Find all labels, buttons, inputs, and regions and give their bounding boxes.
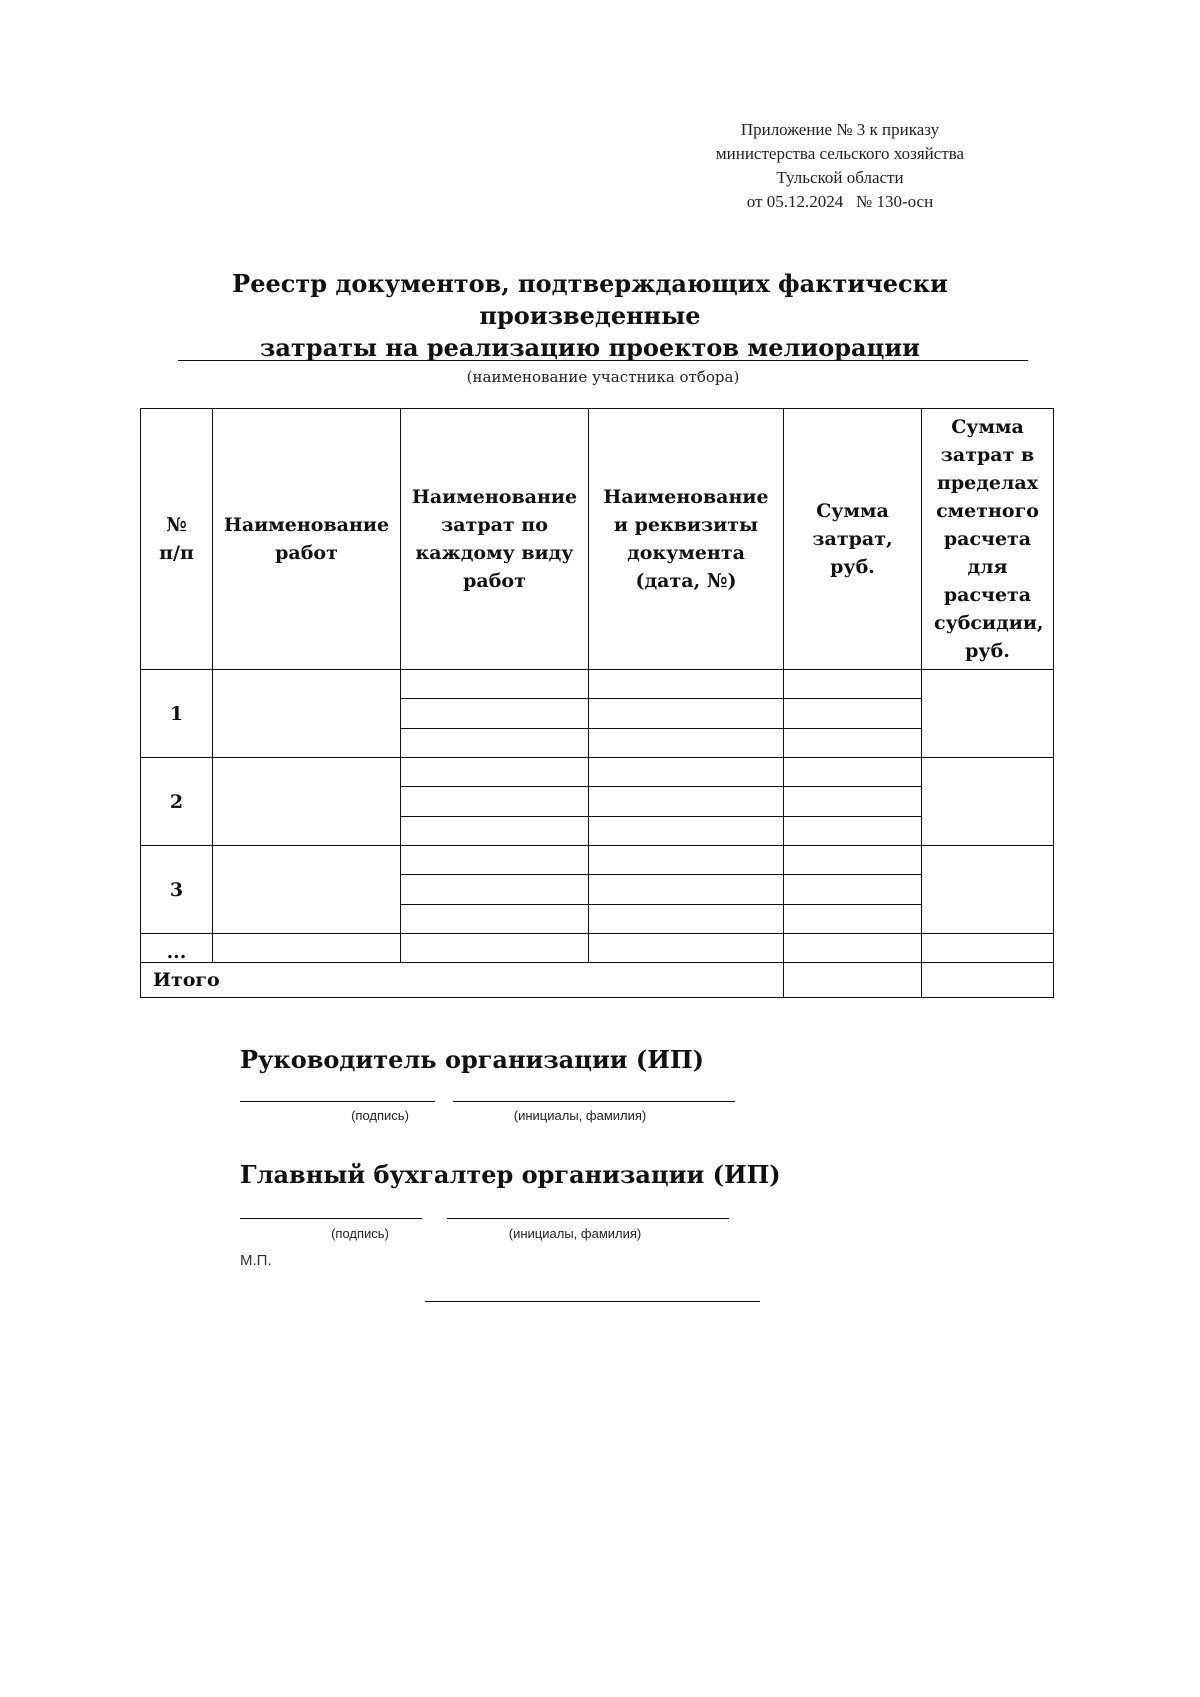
header-num: № п/п bbox=[141, 409, 213, 670]
total-sum-cell[interactable] bbox=[784, 963, 922, 998]
header-docs: Наименование и реквизиты документа (дата, №) bbox=[589, 409, 784, 670]
accountant-signature-line[interactable] bbox=[240, 1218, 422, 1219]
header-works: Наименование работ bbox=[213, 409, 401, 670]
docs-cell[interactable] bbox=[589, 934, 784, 963]
sum-limit-cell[interactable] bbox=[922, 846, 1054, 934]
sum-limit-cell[interactable] bbox=[922, 934, 1054, 963]
document-end-line bbox=[425, 1301, 760, 1302]
works-cell[interactable] bbox=[213, 934, 401, 963]
annex-line-1: Приложение № 3 к приказу bbox=[740, 120, 940, 139]
accountant-name-caption: (инициалы, фамилия) bbox=[508, 1226, 642, 1241]
header-sum: Сумма затрат, руб. bbox=[784, 409, 922, 670]
costs-cell[interactable] bbox=[401, 934, 589, 963]
works-cell[interactable] bbox=[213, 670, 401, 758]
annex-line-2: министерства сельского хозяйства bbox=[715, 144, 965, 163]
docs-cell[interactable] bbox=[589, 670, 784, 758]
head-signature-line[interactable] bbox=[240, 1101, 435, 1102]
row-number: 1 bbox=[141, 670, 213, 758]
head-name-caption: (инициалы, фамилия) bbox=[513, 1108, 647, 1123]
accountant-name-line[interactable] bbox=[447, 1218, 729, 1219]
sum-limit-cell[interactable] bbox=[922, 758, 1054, 846]
header-sum-limit: Сумма затрат в пределах сметного расчета для расчета субсидии, руб. bbox=[922, 409, 1054, 670]
sum-cell[interactable] bbox=[784, 934, 922, 963]
docs-cell[interactable] bbox=[589, 846, 784, 934]
ellipsis-row bbox=[141, 934, 1054, 963]
row-number: 2 bbox=[141, 758, 213, 846]
participant-name-line bbox=[178, 360, 1028, 361]
head-title: Руководитель организации (ИП) bbox=[240, 1045, 704, 1074]
title-line-2: затраты на реализацию проектов мелиорации bbox=[260, 333, 920, 362]
total-label: Итого bbox=[141, 963, 784, 998]
works-cell[interactable] bbox=[213, 846, 401, 934]
sum-cell[interactable] bbox=[784, 670, 922, 758]
accountant-sign-caption: (подпись) bbox=[331, 1226, 389, 1241]
costs-cell[interactable] bbox=[401, 670, 589, 758]
accountant-title: Главный бухгалтер организации (ИП) bbox=[240, 1160, 781, 1189]
works-cell[interactable] bbox=[213, 758, 401, 846]
table-row bbox=[141, 758, 1054, 846]
document-title bbox=[140, 268, 1040, 364]
stamp-place: М.П. bbox=[240, 1252, 272, 1269]
table-row bbox=[141, 846, 1054, 934]
row-number: 3 bbox=[141, 846, 213, 934]
head-name-line[interactable] bbox=[453, 1101, 735, 1102]
ellipsis-marker: ... bbox=[141, 934, 213, 963]
costs-cell[interactable] bbox=[401, 846, 589, 934]
title-line-1: Реестр документов, подтверждающих фактически произведенные bbox=[232, 269, 948, 330]
costs-cell[interactable] bbox=[401, 758, 589, 846]
sum-cell[interactable] bbox=[784, 758, 922, 846]
total-sum-limit-cell[interactable] bbox=[922, 963, 1054, 998]
head-sign-caption: (подпись) bbox=[351, 1108, 409, 1123]
table-row bbox=[141, 670, 1054, 758]
sum-limit-cell[interactable] bbox=[922, 670, 1054, 758]
annex-line-3: Тульской области bbox=[776, 168, 904, 187]
docs-cell[interactable] bbox=[589, 758, 784, 846]
header-costs: Наименование затрат по каждому виду работ bbox=[401, 409, 589, 670]
table-header-row bbox=[141, 409, 1054, 670]
annex-header bbox=[660, 118, 1020, 214]
registry-table bbox=[140, 408, 1054, 998]
annex-line-4: от 05.12.2024 № 130-осн bbox=[746, 192, 934, 211]
participant-caption: (наименование участника отбора) bbox=[466, 368, 740, 386]
sum-cell[interactable] bbox=[784, 846, 922, 934]
total-row bbox=[141, 963, 1054, 998]
